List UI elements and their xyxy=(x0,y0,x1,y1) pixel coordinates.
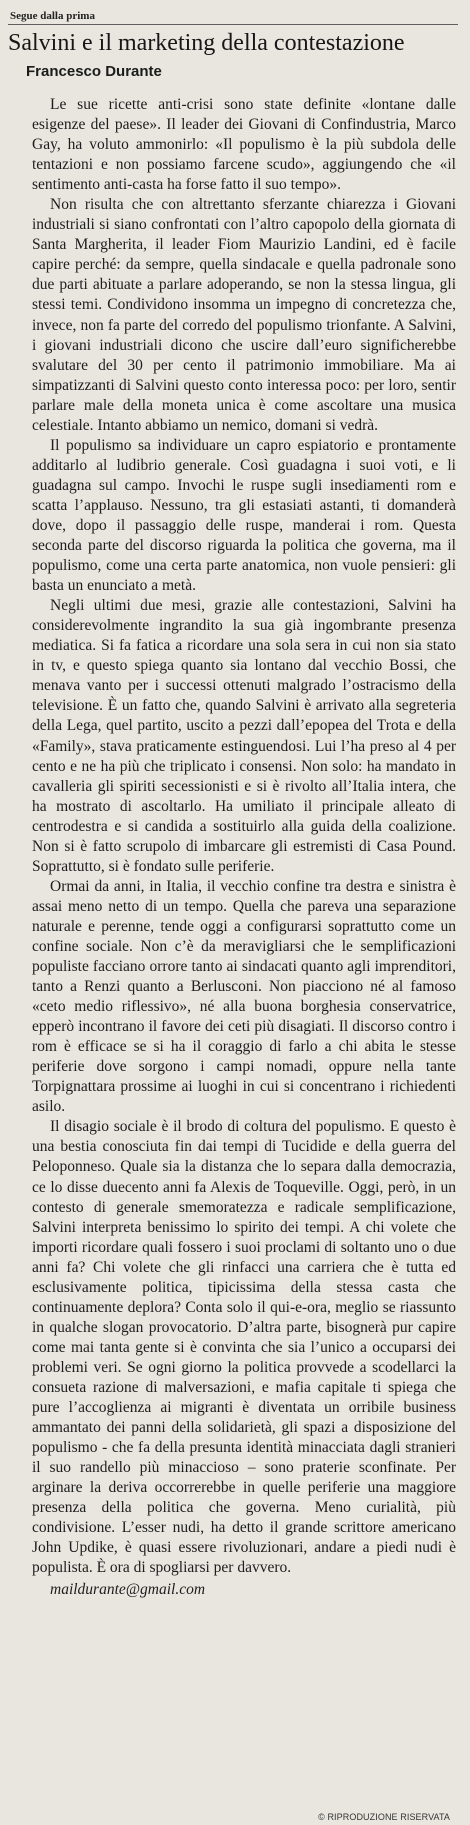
article-paragraph: Ormai da anni, in Italia, il vecchio confine tra destra e sinistra è assai meno netto di un tempo. Quella che pareva una separazione naturale e perenne, tende oggi a configurarsi soprattutto come un confine sociale. Non c’è da meravigliarsi che le semplificazioni populiste facciano orrore tanto ai sindacati quanto agli imprenditori, tanto a Renzi quanto a Berlusconi. Non piacciono né al famoso «ceto medio riflessivo», né alla buona borghesia conservatrice, epperò incontrano il favore dei ceti più disagiati. Il discorso contro i rom è efficace se si ha il coraggio di farlo a chi abita le stesse periferie dove sorgono i campi nomadi, oppure nella tante Torpignattara prossime ai luoghi in cui si concentrano i richiedenti asilo. xyxy=(32,877,456,1116)
section-kicker: Segue dalla prima xyxy=(10,10,95,22)
article-body xyxy=(8,95,458,1578)
header-rule xyxy=(8,24,458,25)
author-email: maildurante@gmail.com xyxy=(50,1581,206,1599)
copyright-notice: © RIPRODUZIONE RISERVATA xyxy=(318,1812,450,1822)
article-paragraph: Il disagio sociale è il brodo di coltura del populismo. E questo è una bestia conosciuta fin dai tempi di Tucidide e della guerra del Peloponneso. Quale sia la distanza che lo separa dalla democrazia, ce lo disse duecento anni fa Alexis de Toqueville. Oggi, però, in un contesto di generale smemoratezza e radicale semplificazione, Salvini interpreta benissimo lo spirito dei tempi. A chi volete che importi ricordare quali fossero i suoi proclami di soltanto uno o due anni fa? Chi volete che gli rinfacci una carriera che è tutta ed esclusivamente politica, tipicissima della stessa casta che continuamente deplora? Conta solo il qui-e-ora, meglio se riassunto in qualche slogan provocatorio. D’altra parte, bisognerà pur capire come mai tanta gente si è convinta che sia l’unico a occuparsi dei problemi veri. Se ogni giorno la politica provvede a scodellarci la consueta razione di malversazioni, e mafia capitale ti spiega che pure l’accoglienza ai migranti è diventata un orribile business ammantato dei panni della solidarietà, gli spazi a disposizione del populismo - che fa della presunta identità minacciata dagli stranieri il suo randello più minaccioso – sono praterie sconfinate. Per arginare la deriva occorrerebbe in quelle periferie una maggiore presenza della politica che governa. Meno curialità, più condivisione. L’esser nudi, ha detto il grande scrittore americano John Updike, è quasi essere rivoluzionari, andare a piedi nudi è populista. È ora di spogliarsi per davvero. xyxy=(32,1118,456,1577)
article-paragraph: Le sue ricette anti-crisi sono state definite «lontane dalle esigenze del paese». Il leader dei Giovani di Confindustria, Marco Gay, ha voluto ammonirlo: «Il populismo è la più subdola delle tentazioni e non possiamo farcene scudo», aggiungendo che «il sentimento anti-casta ha forse fatto il suo tempo». xyxy=(32,96,456,194)
article-headline: Salvini e il marketing della contestazione xyxy=(8,30,405,56)
article-paragraph: Non risulta che con altrettanto sferzante chiarezza i Giovani industriali si siano confrontati con l’altro capopolo della giornata di Santa Margherita, il leader Fiom Maurizio Landini, ed è facile capire perché: da sempre, quella sindacale e quella padronale sono due parti abituate a parlare adoperando, se non la stessa lingua, gli stessi temi. Condividono insomma un impegno di concretezza che, invece, non fa parte del corredo del populismo trionfante. A Salvini, i giovani industriali dicono che uscire dall’euro significherebbe svalutare del 30 per cento il patrimonio immobiliare. Ma ai simpatizzanti di Salvini questo conto interessa poco: per loro, sentir parlare male della moneta unica è come ascoltare una musica celestiale. Intanto abbiamo un nemico, domani si vedrà. xyxy=(32,196,456,434)
author-byline: Francesco Durante xyxy=(26,63,162,80)
article-paragraph: Negli ultimi due mesi, grazie alle contestazioni, Salvini ha considerevolmente ingrandito la sua già ingombrante presenza mediatica. Si fa fatica a ricordare una sola sera in cui non sia stato in tv, e questo spiega quanto sia lontano dal vecchio Bossi, che menava vanto per i successi ottenuti malgrado l’ostracismo della televisione. È un fatto che, quando Salvini è arrivato alla segreteria della Lega, quel partito, uscito a pezzi dall’epopea del Trota e della «Family», stava praticamente estinguendosi. Lui l’ha preso al 4 per cento e ne ha più che triplicato i consensi. Non solo: ha mandato in cavalleria gli spiriti secessionisti e si è rivolto all’Italia intera, che ha mostrato di ascoltarlo. Ha umiliato il principale alleato di centrodestra e si candida a sostituirlo alla guida della coalizione. Non si è fatto scrupolo di imbarcare gli estremisti di Casa Pound. Soprattutto, si è fondato sulle periferie. xyxy=(32,597,456,875)
article-paragraph: Il populismo sa individuare un capro espiatorio e prontamente additarlo al ludibrio generale. Così guadagna i suoi voti, e li guadagna sul campo. Invochi le ruspe sugli insediamenti rom e scatta l’applauso. Nessuno, tra gli estasiati astanti, ti domanderà dove, dopo il passaggio delle ruspe, manderai i rom. Questa seconda parte del discorso riguarda la politica che governa, ma il populismo, come una certa parte anatomica, non vuole pensieri: gli basta un enunciato a metà. xyxy=(32,436,456,595)
